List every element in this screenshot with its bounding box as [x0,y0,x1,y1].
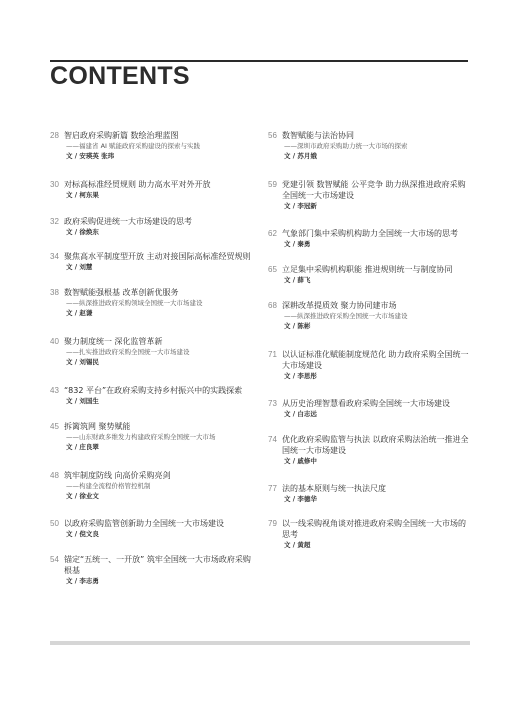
toc-page-number: 43 [50,386,59,395]
toc-subtitle: ——扎实推进政府采购全国统一大市场建设 [66,348,190,356]
toc-title: 拆篱筑网 聚势赋能 [64,422,131,431]
toc-entry[interactable] [50,287,256,318]
toc-entry[interactable] [50,251,256,272]
toc-author: 文 / 庄良翠 [66,443,99,451]
toc-author: 文 / 刘慧 [66,263,93,271]
toc-title: 深耕改革提质效 聚力协同建市场 [282,301,397,310]
toc-entry[interactable] [268,349,472,381]
toc-entry[interactable] [268,130,472,161]
toc-author: 文 / 徐业文 [66,492,99,500]
toc-author: 文 / 李志勇 [66,577,99,585]
toc-page-number: 45 [50,422,59,431]
toc-entry[interactable] [268,518,472,550]
toc-author: 文 / 李冠新 [284,202,317,210]
toc-page-number: 40 [50,337,59,346]
toc-title: 数智赋能强根基 改革创新优服务 [64,288,179,297]
toc-author: 文 / 薛飞 [284,276,311,284]
toc-title: 以认证标准化赋能制度规范化 助力政府采购全国统一大市场建设 [282,350,469,370]
toc-author: 文 / 刘锡民 [66,358,99,366]
toc-entry[interactable] [50,179,256,200]
toc-author: 文 / 戚修中 [284,457,317,465]
toc-page-number: 77 [268,484,277,493]
toc-title: 智启政府采购新篇 数绘治理蓝图 [64,131,179,140]
toc-title: 气象部门集中采购机构助力全国统一大市场的思考 [282,229,458,238]
toc-title: 从历史治理智慧看政府采购全国统一大市场建设 [282,399,450,408]
toc-page-number: 28 [50,131,59,140]
toc-title: 筑牢制度防线 向高价采购亮剑 [64,471,171,480]
toc-title: 以一线采购视角谈对推进政府采购全国统一大市场的思考 [282,519,466,539]
toc-entry[interactable] [268,179,472,211]
toc-title: 优化政府采购监管与执法 以政府采购法治统一推进全国统一大市场建设 [282,435,469,455]
toc-page-number: 59 [268,180,277,189]
toc-title: 政府采购促进统一大市场建设的思考 [64,217,192,226]
toc-subtitle: ——福建省 AI 赋能政府采购建设的探索与实践 [66,142,200,150]
toc-page-number: 30 [50,180,59,189]
toc-author: 文 / 陈彬 [284,322,311,330]
toc-entry[interactable] [268,300,472,331]
toc-subtitle: ——纵深推进政府采购领域全国统一大市场建设 [66,299,203,307]
toc-title: 聚力制度统一 深化监管革新 [64,337,163,346]
toc-page-number: 34 [50,252,59,261]
toc-page-number: 68 [268,301,277,310]
toc-title: 对标高标准经贸规则 助力高水平对外开放 [64,180,211,189]
toc-page-number: 62 [268,229,277,238]
toc-entry[interactable] [50,421,256,452]
toc-author: 文 / 安瑛英 张玮 [66,152,115,160]
toc-title: 聚焦高水平制度型开放 主动对接国际高标准经贸规则 [64,252,251,261]
toc-subtitle: ——构建全流程价格管控机制 [66,482,151,490]
toc-title: “832 平台”在政府采购支持乡村振兴中的实践探索 [64,386,243,395]
toc-author: 文 / 李德华 [284,495,317,503]
toc-title: 立足集中采购机构职能 推进规则统一与制度协同 [282,265,453,274]
toc-author: 文 / 倪文良 [66,530,99,538]
toc-author: 文 / 白志远 [284,410,317,418]
toc-title: 法的基本原则与统一执法尺度 [282,484,386,493]
toc-entry[interactable] [268,264,472,285]
toc-author: 文 / 李思彤 [284,372,317,380]
toc-subtitle: ——深圳市政府采购助力统一大市场的探索 [284,142,408,150]
toc-entry[interactable] [268,434,472,466]
toc-entry[interactable] [268,483,472,504]
page-title: CONTENTS [50,62,190,90]
toc-page-number: 48 [50,471,59,480]
toc-author: 文 / 徐焕东 [66,228,99,236]
toc-entry[interactable] [50,518,256,539]
toc-entry[interactable] [50,470,256,501]
toc-author: 文 / 苏月娥 [284,152,317,160]
toc-page-number: 32 [50,217,59,226]
toc-subtitle: ——纵深推进政府采购全国统一大市场建设 [284,312,408,320]
toc-title: 数智赋能与法治协同 [282,131,354,140]
toc-page-number: 38 [50,288,59,297]
toc-title: 党建引领 数智赋能 公平竞争 助力纵深推进政府采购全国统一大市场建设 [282,180,466,200]
toc-author: 文 / 柯东果 [66,191,99,199]
toc-page-number: 74 [268,435,277,444]
toc-title: 锚定“五统一、一开放” 筑牢全国统一大市场政府采购根基 [64,555,251,575]
toc-entry[interactable] [50,216,256,237]
toc-entry[interactable] [50,336,256,367]
toc-page-number: 54 [50,555,59,564]
toc-author: 文 / 赵谦 [66,309,93,317]
toc-entry[interactable] [268,228,472,249]
toc-author: 文 / 秦勇 [284,240,311,248]
toc-page-number: 56 [268,131,277,140]
toc-page-number: 73 [268,399,277,408]
toc-entry[interactable] [268,398,472,419]
toc-entry[interactable] [50,385,256,406]
toc-page-number: 65 [268,265,277,274]
toc-page-number: 79 [268,519,277,528]
toc-subtitle: ——山东财政多维发力构建政府采购全国统一大市场 [66,433,216,441]
toc-entry[interactable] [50,130,256,161]
toc-title: 以政府采购监管创新助力全国统一大市场建设 [64,519,224,528]
toc-author: 文 / 刘国生 [66,397,99,405]
toc-page-number: 50 [50,519,59,528]
bottom-bar [50,641,470,645]
toc-entry[interactable] [50,554,256,586]
toc-page-number: 71 [268,350,277,359]
toc-author: 文 / 黄超 [284,541,311,549]
